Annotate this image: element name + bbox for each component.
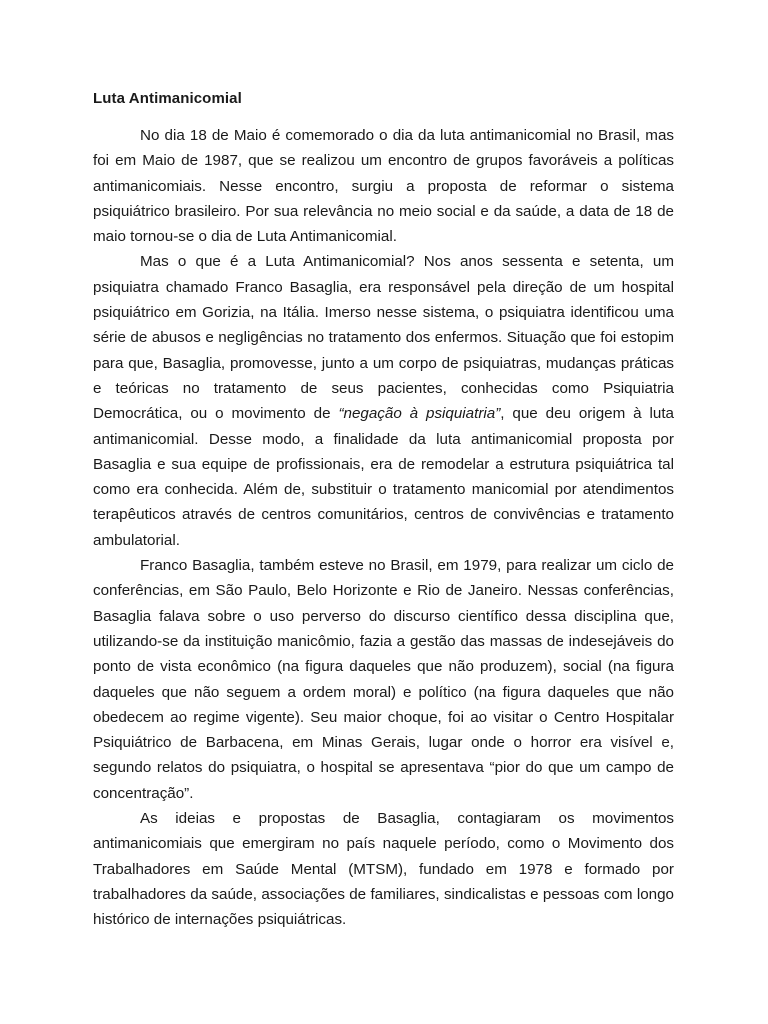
paragraph-4: As ideias e propostas de Basaglia, contagiaram os movimentos antimanicomiais que emergiram no país naquele período, como o Movimento dos Trabalhadores em Saúde Mental (MTSM), fundado em 1978 e formado por trabalhadores da saúde, associações de familiares, sindicalistas e pessoas com longo histórico de internações psiquiátricas. — [93, 810, 674, 929]
paragraph-2-text-start: Mas o que é a Luta Antimanicomial? Nos anos sessenta e setenta, um psiquiatra chamado Franco Basaglia, era responsável pela direção de um hospital psiquiátrico em Gorizia, na Itália. Imerso nesse sistema, o psiquiatra identificou uma série de abusos e negligências no tratamento dos enfermos. Situação que foi estopim para que, Basaglia, promovesse, junto a um corpo de psiquiatras, mudanças práticas e teóricas no tratamento de seus pacientes, conhecidas como Psiquiatria Democrática, ou o movimento de — [93, 253, 674, 423]
paragraph-3: Franco Basaglia, também esteve no Brasil, em 1979, para realizar um ciclo de conferências, em São Paulo, Belo Horizonte e Rio de Janeiro. Nessas conferências, Basaglia falava sobre o uso perverso do discurso científico dessa disciplina que, utilizando-se da instituição manicômio, fazia a gestão das massas de indesejáveis do ponto de vista econômico (na figura daqueles que não produzem), social (na figura daqueles que não seguem a ordem moral) e político (na figura daqueles que não obedecem ao regime vigente). Seu maior choque, foi ao visitar o Centro Hospitalar Psiquiátrico de Barbacena, em Minas Gerais, lugar onde o horror era visível e, segundo relatos do psiquiatra, o hospital se apresentava “pior do que um campo de concentração”. — [93, 557, 674, 802]
paragraph-1: No dia 18 de Maio é comemorado o dia da luta antimanicomial no Brasil, mas foi em Maio de 1987, que se realizou um encontro de grupos favoráveis a políticas antimanicomiais. Nesse encontro, surgiu a proposta de reformar o sistema psiquiátrico brasileiro. Por sua relevância no meio social e da saúde, a data de 18 de maio tornou-se o dia de Luta Antimanicomial. — [93, 127, 674, 246]
paragraph-2 — [93, 249, 674, 553]
document-page — [93, 86, 674, 933]
document-title: Luta Antimanicomial — [93, 90, 242, 107]
paragraph-2-emphasis: “negação à psiquiatria” — [338, 405, 501, 423]
paragraph-2-text-end: , que deu origem à luta antimanicomial. Desse modo, a finalidade da luta antimanicomial proposta por Basaglia e sua equipe de profissionais, era de remodelar a estrutura psiquiátrica tal como era conhecida. Além de, substituir o tratamento manicomial por atendimentos terapêuticos através de centros comunitários, centros de convivências e tratamento ambulatorial. — [93, 405, 674, 549]
